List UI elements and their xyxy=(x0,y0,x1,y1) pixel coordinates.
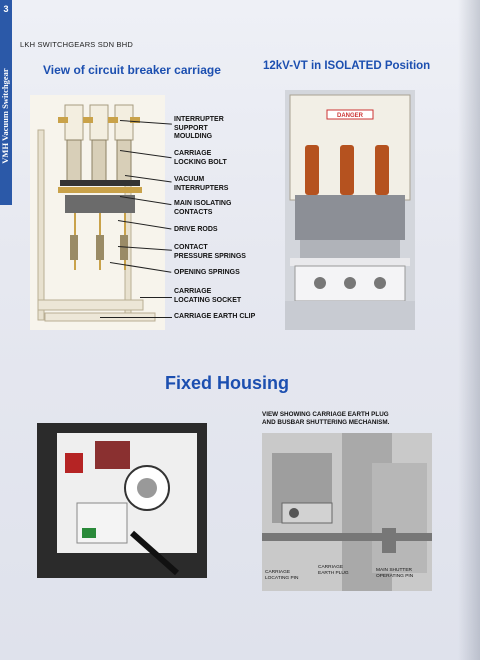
fixed-housing-photo xyxy=(37,423,207,578)
callout-carriage-locating-socket: CARRIAGE LOCATING SOCKET xyxy=(174,288,242,304)
page-edge-shadow xyxy=(458,0,480,660)
fixed-housing-heading: Fixed Housing xyxy=(165,373,290,393)
label-carriage-locating-pin: CARRIAGE LOCATING PIN xyxy=(265,570,299,581)
vt-heading: 12kV-VT in ISOLATED Position xyxy=(263,60,431,72)
label-main-shutter-operating-pin: MAIN SHUTTER OPERATING PIN xyxy=(376,568,414,579)
callout-carriage-earth-clip: CARRIAGE EARTH CLIP xyxy=(174,313,256,320)
side-title: VMH Vacuum Switchgear xyxy=(0,68,10,164)
vt-isolated-photo xyxy=(285,90,415,330)
page-number: 3 xyxy=(3,4,9,14)
callout-main-isolating-contacts: MAIN ISOLATING CONTACTS xyxy=(174,200,232,216)
danger-sign: DANGER xyxy=(336,113,364,119)
label-carriage-earth-plug: CARRIAGE EARTH PLUG xyxy=(318,565,349,576)
callout-opening-springs: OPENING SPRINGS xyxy=(174,269,240,276)
leader-line xyxy=(100,317,172,318)
callout-carriage-locking-bolt: CARRIAGE LOCKING BOLT xyxy=(174,150,227,166)
company-name: LKH SWITCHGEARS SDN BHD xyxy=(20,40,133,49)
leader-line xyxy=(140,297,172,298)
carriage-photo xyxy=(30,95,165,330)
callout-contact-pressure-springs: CONTACT PRESSURE SPRINGS xyxy=(174,244,246,260)
callout-vacuum-interrupters: VACUUM INTERRUPTERS xyxy=(174,176,229,192)
callout-interrupter-support-moulding: INTERRUPTER SUPPORT MOULDING xyxy=(174,116,224,140)
view-caption: VIEW SHOWING CARRIAGE EARTH PLUG AND BUSBAR SHUTTERING MECHANISM. xyxy=(262,411,390,426)
sidebar-tab xyxy=(0,0,12,205)
callout-drive-rods: DRIVE RODS xyxy=(174,226,218,233)
carriage-heading: View of circuit breaker carriage xyxy=(43,63,221,77)
